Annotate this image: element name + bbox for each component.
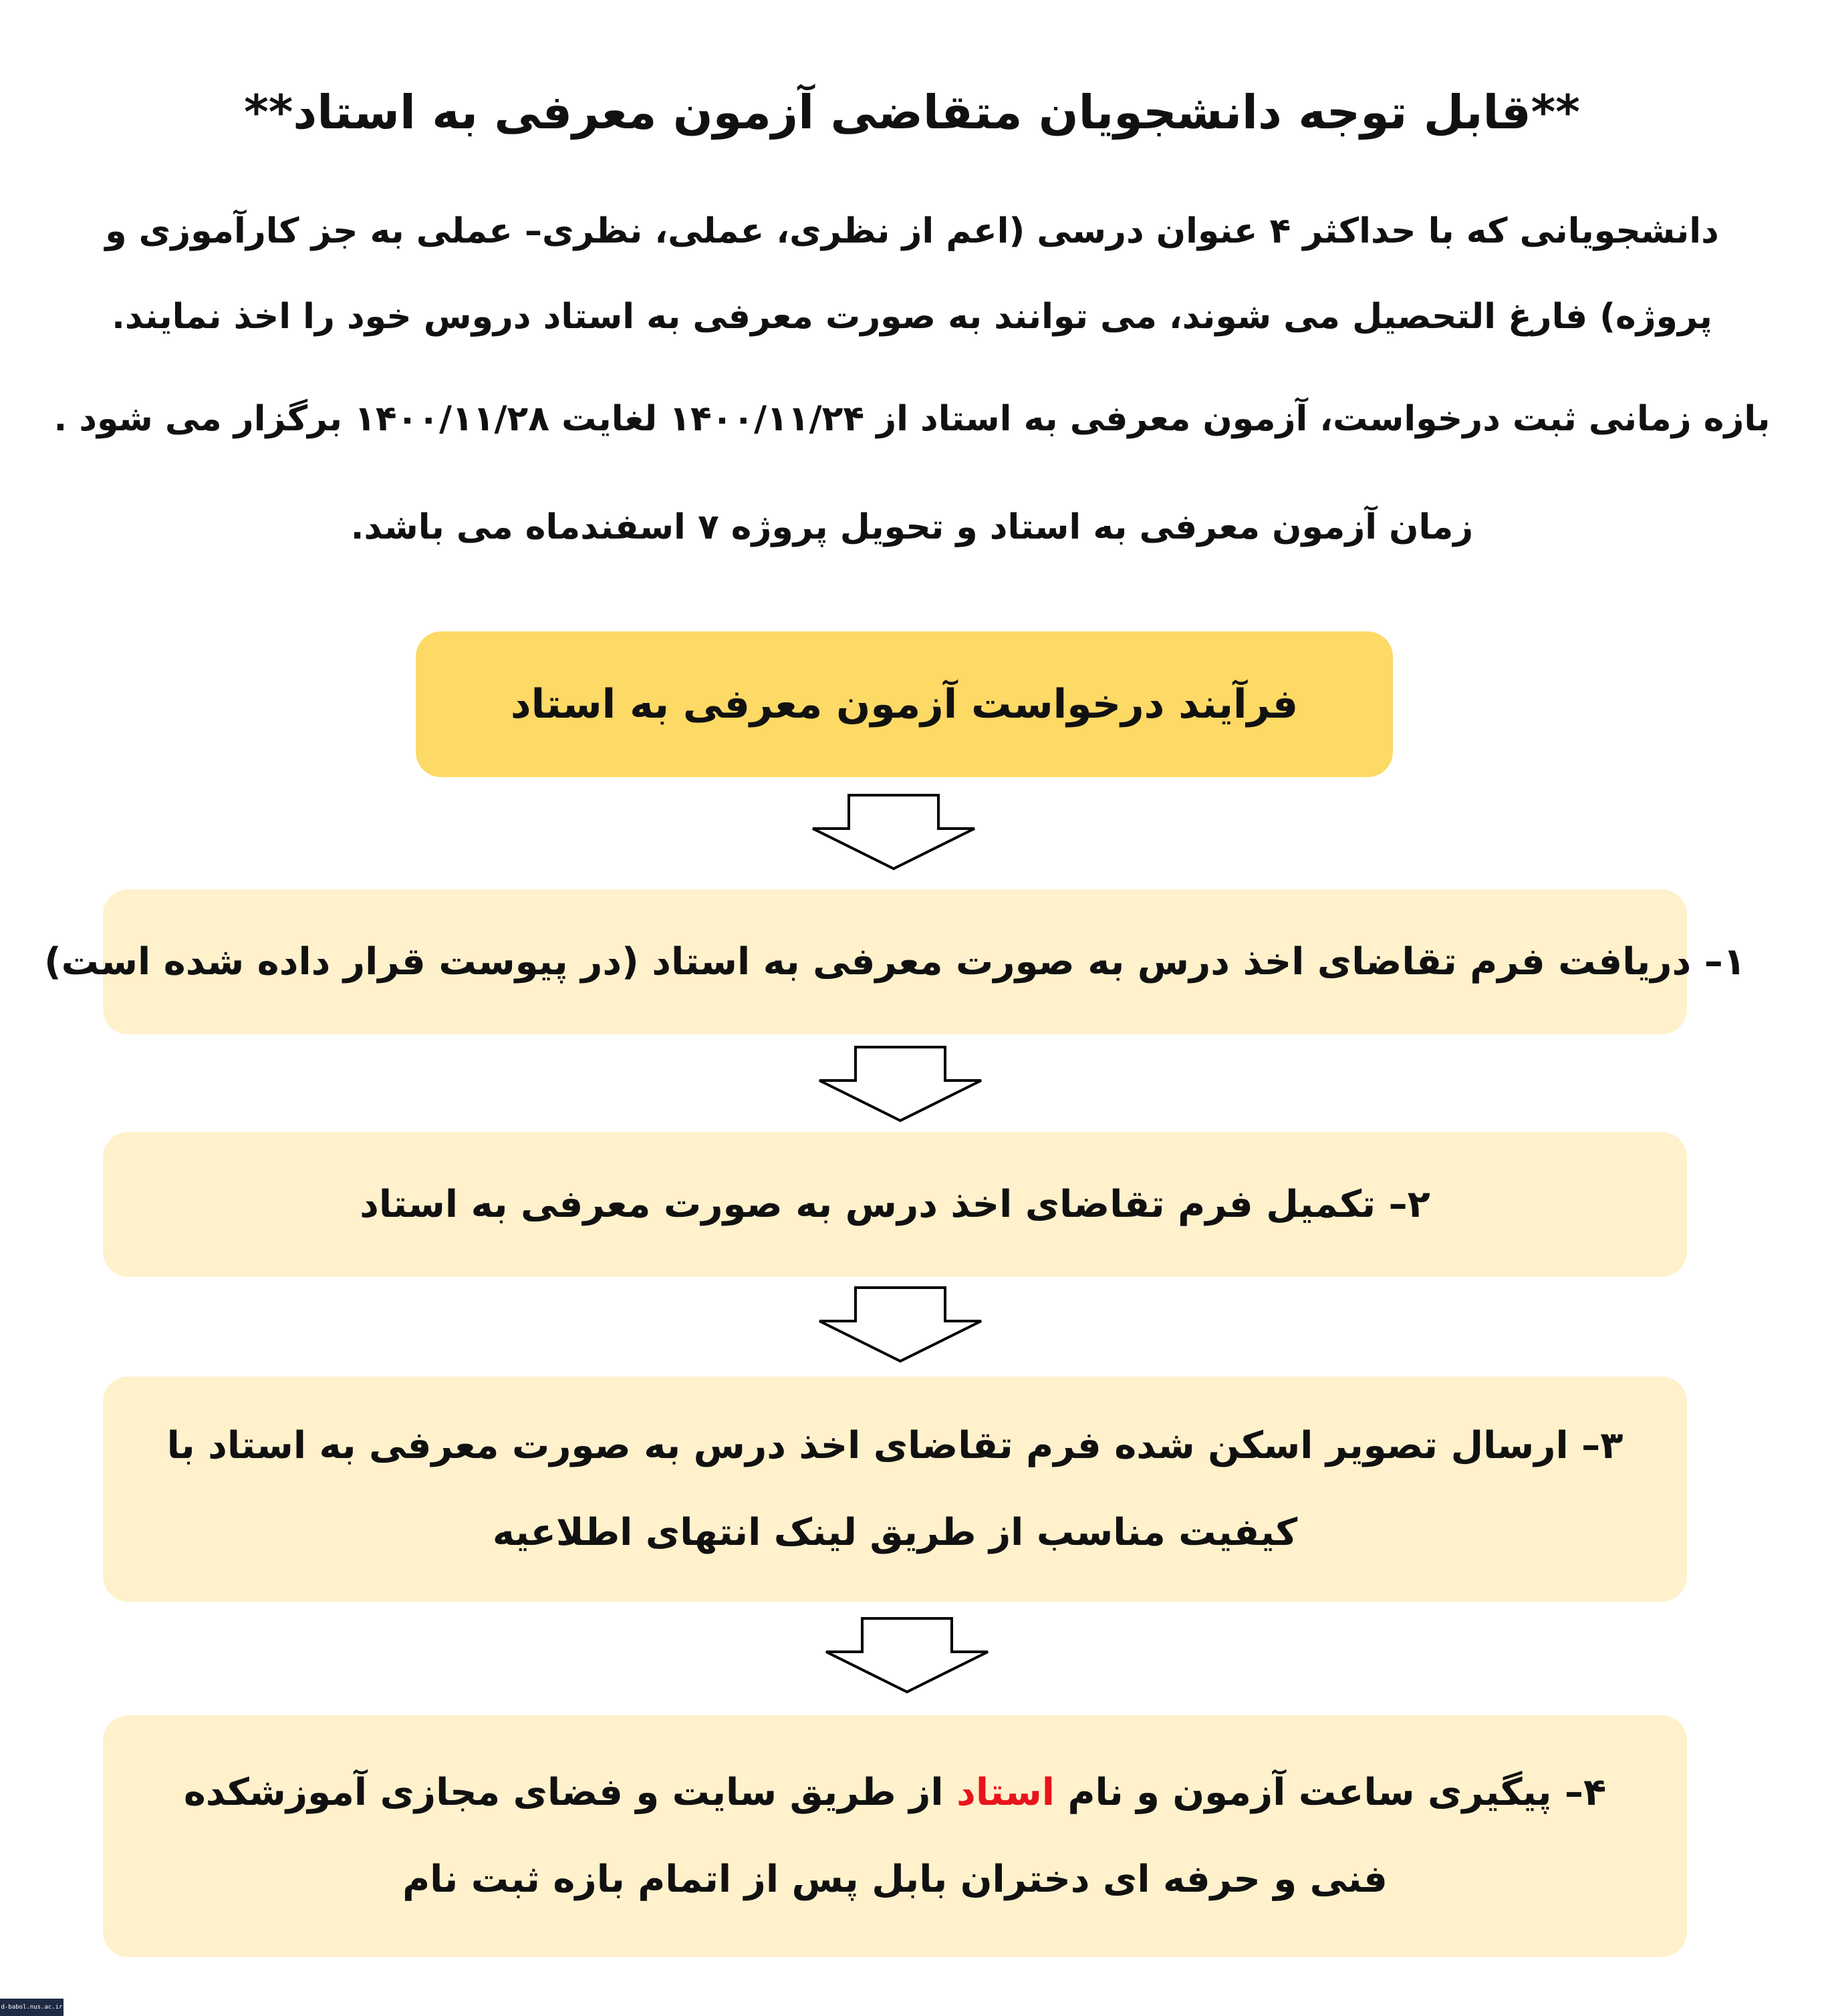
step-3-label: ۳– ارسال تصویر اسکن شده فرم تقاضای اخذ درس به صورت معرفی به استاد با کیفیت مناسب از طریق لینک انتهای اطلاعیه (166, 1423, 1623, 1554)
registration-period-text: بازه زمانی ثبت درخواست، آزمون معرفی به استاد از ۱۴۰۰/۱۱/۲۴ لغایت ۱۴۰۰/۱۱/۲۸ برگزار می شود . (53, 399, 1771, 439)
step-4-text-end: از طریق سایت و فضای مجازی آموزشکده فنی و حرفه ای دختران بابل پس از اتمام بازه ثبت نام (183, 1771, 1388, 1901)
step-4-label (150, 1749, 1640, 1923)
process-header-label: فرآیند درخواست آزمون معرفی به استاد (510, 681, 1299, 728)
step-1-label: ۱– دریافت فرم تقاضای اخذ درس به صورت معرفی به استاد (در پیوست قرار داده شده است) (44, 940, 1746, 984)
step-2-box (103, 1132, 1687, 1277)
step-4-highlight-word: استاد (956, 1771, 1055, 1814)
down-arrow-icon (817, 1046, 984, 1123)
process-header-box (416, 631, 1393, 777)
exam-time-text: زمان آزمون معرفی به استاد و تحویل پروژه ۷ اسفندماه می باشد. (350, 507, 1474, 547)
intro-paragraph: دانشجویانی که با حداکثر ۴ عنوان درسی (اعم از نظری، عملی، نظری– عملی به جز کارآموزی و پروژه) فارغ التحصیل می شوند، می توانند به صورت معرفی به استاد دروس خود را اخذ نمایند. (105, 211, 1719, 337)
step-2-label: ۲– تکمیل فرم تقاضای اخذ درس به صورت معرفی به استاد (360, 1182, 1430, 1226)
step-3-box (103, 1377, 1687, 1602)
website-url-badge: d-babol.nus.ac.ir (0, 1999, 63, 2016)
down-arrow-icon (810, 794, 977, 871)
down-arrow-icon (817, 1286, 984, 1363)
step-4-box (103, 1715, 1687, 1957)
step-4-text-start: ۴– پیگیری ساعت آزمون و نام (1055, 1771, 1607, 1814)
page-title: **قابل توجه دانشجویان متقاضی آزمون معرفی به استاد** (244, 85, 1580, 140)
step-1-box (44, 889, 1746, 1034)
down-arrow-icon (823, 1617, 991, 1694)
